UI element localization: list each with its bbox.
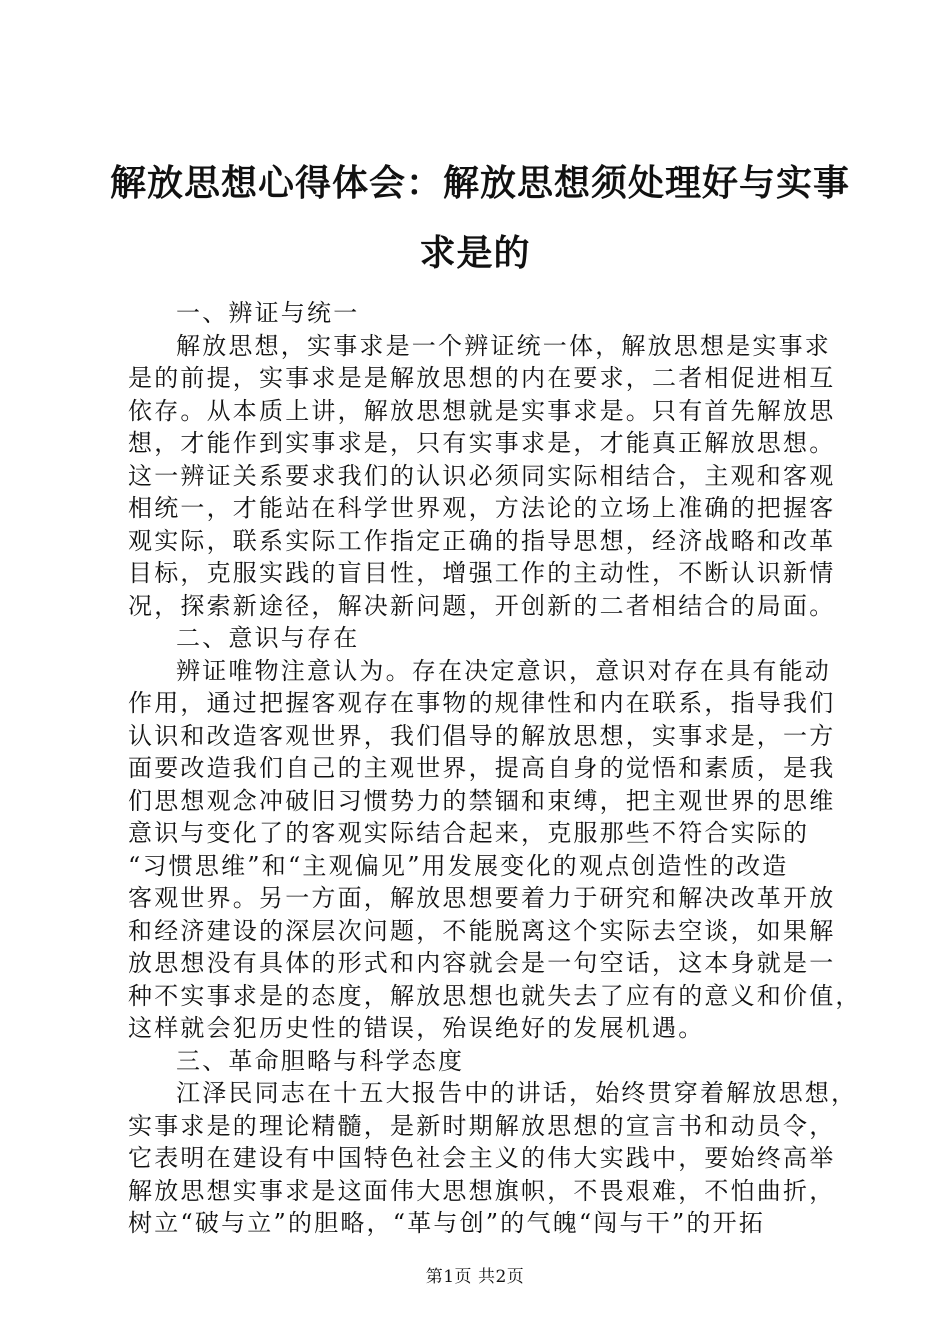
paragraph-line: 实事求是的理论精髓，是新时期解放思想的宣言书和动员令，: [128, 1111, 836, 1140]
paragraph-line: 意识与变化了的客观实际结合起来，克服那些不符合实际的: [128, 819, 810, 847]
paragraph-line: 客观世界。另一方面，解放思想要着力于研究和解决改革开放: [128, 884, 836, 912]
paragraph-line: 目标，克服实践的盲目性，增强工作的主动性，不断认识新情: [128, 559, 836, 587]
paragraph-line: 相统一，才能站在科学世界观，方法论的立场上准确的把握客: [128, 494, 836, 522]
paragraph-line: 作用，通过把握客观存在事物的规律性和内在联系，指导我们: [128, 689, 836, 717]
paragraph-line: 面要改造我们自己的主观世界，提高自身的觉悟和素质，是我: [128, 754, 836, 782]
section-heading: 三、革命胆略与科学态度: [176, 1046, 465, 1075]
title-line-1: 解放思想心得体会：解放思想须处理好与实事: [110, 162, 851, 204]
paragraph-line: 江泽民同志在十五大报告中的讲话，始终贯穿着解放思想，: [176, 1079, 858, 1107]
paragraph-line: 想，才能作到实事求是，只有实事求是，才能真正解放思想。: [128, 429, 836, 457]
section-heading: 二、意识与存在: [176, 624, 360, 652]
paragraph-line: 是的前提，实事求是是解放思想的内在要求，二者相促进相互: [128, 364, 836, 392]
paragraph-line: 依存。从本质上讲，解放思想就是实事求是。只有首先解放思: [128, 396, 836, 425]
paragraph-line: 况，探索新途径，解决新问题，开创新的二者相结合的局面。: [128, 591, 836, 620]
paragraph-line: 放思想没有具体的形式和内容就会是一句空话，这本身就是一: [128, 949, 836, 977]
document-body: [128, 297, 862, 1240]
section-paragraph: [128, 330, 836, 623]
title-line-2: 求是的: [419, 232, 531, 274]
paragraph-line: 们思想观念冲破旧习惯势力的禁锢和束缚，把主观世界的思维: [128, 786, 836, 815]
paragraph-line: 树立“破与立”的胆略，“革与创”的气魄“闯与干”的开拓: [128, 1209, 766, 1237]
paragraph-line: 解放思想，实事求是一个辨证统一体，解放思想是实事求: [176, 331, 831, 360]
section-heading: 一、辨证与统一: [176, 299, 360, 327]
paragraph-line: 观实际，联系实际工作指定正确的指导思想，经济战略和改革: [128, 526, 836, 555]
section-paragraph: [128, 1077, 858, 1240]
paragraph-line: 解放思想实事求是这面伟大思想旗帜，不畏艰难，不怕曲折，: [128, 1176, 836, 1205]
document-title: [110, 148, 851, 288]
section-paragraph: [128, 655, 862, 1045]
paragraph-line: “习惯思维”和“主观偏见”用发展变化的观点创造性的改造: [128, 851, 789, 880]
paragraph-line: 辨证唯物注意认为。存在决定意识，意识对存在具有能动: [176, 656, 831, 685]
paragraph-line: 这样就会犯历史性的错误，殆误绝好的发展机遇。: [128, 1014, 705, 1042]
paragraph-line: 这一辨证关系要求我们的认识必须同实际相结合，主观和客观: [128, 461, 836, 490]
paragraph-line: 和经济建设的深层次问题，不能脱离这个实际去空谈，如果解: [128, 916, 836, 945]
paragraph-line: 认识和改造客观世界，我们倡导的解放思想，实事求是，一方: [128, 721, 836, 750]
paragraph-line: 它表明在建设有中国特色社会主义的伟大实践中，要始终高举: [128, 1144, 836, 1172]
page-footer: 第1页 共2页: [425, 1267, 525, 1287]
paragraph-line: 种不实事求是的态度，解放思想也就失去了应有的意义和价值，: [128, 981, 862, 1010]
